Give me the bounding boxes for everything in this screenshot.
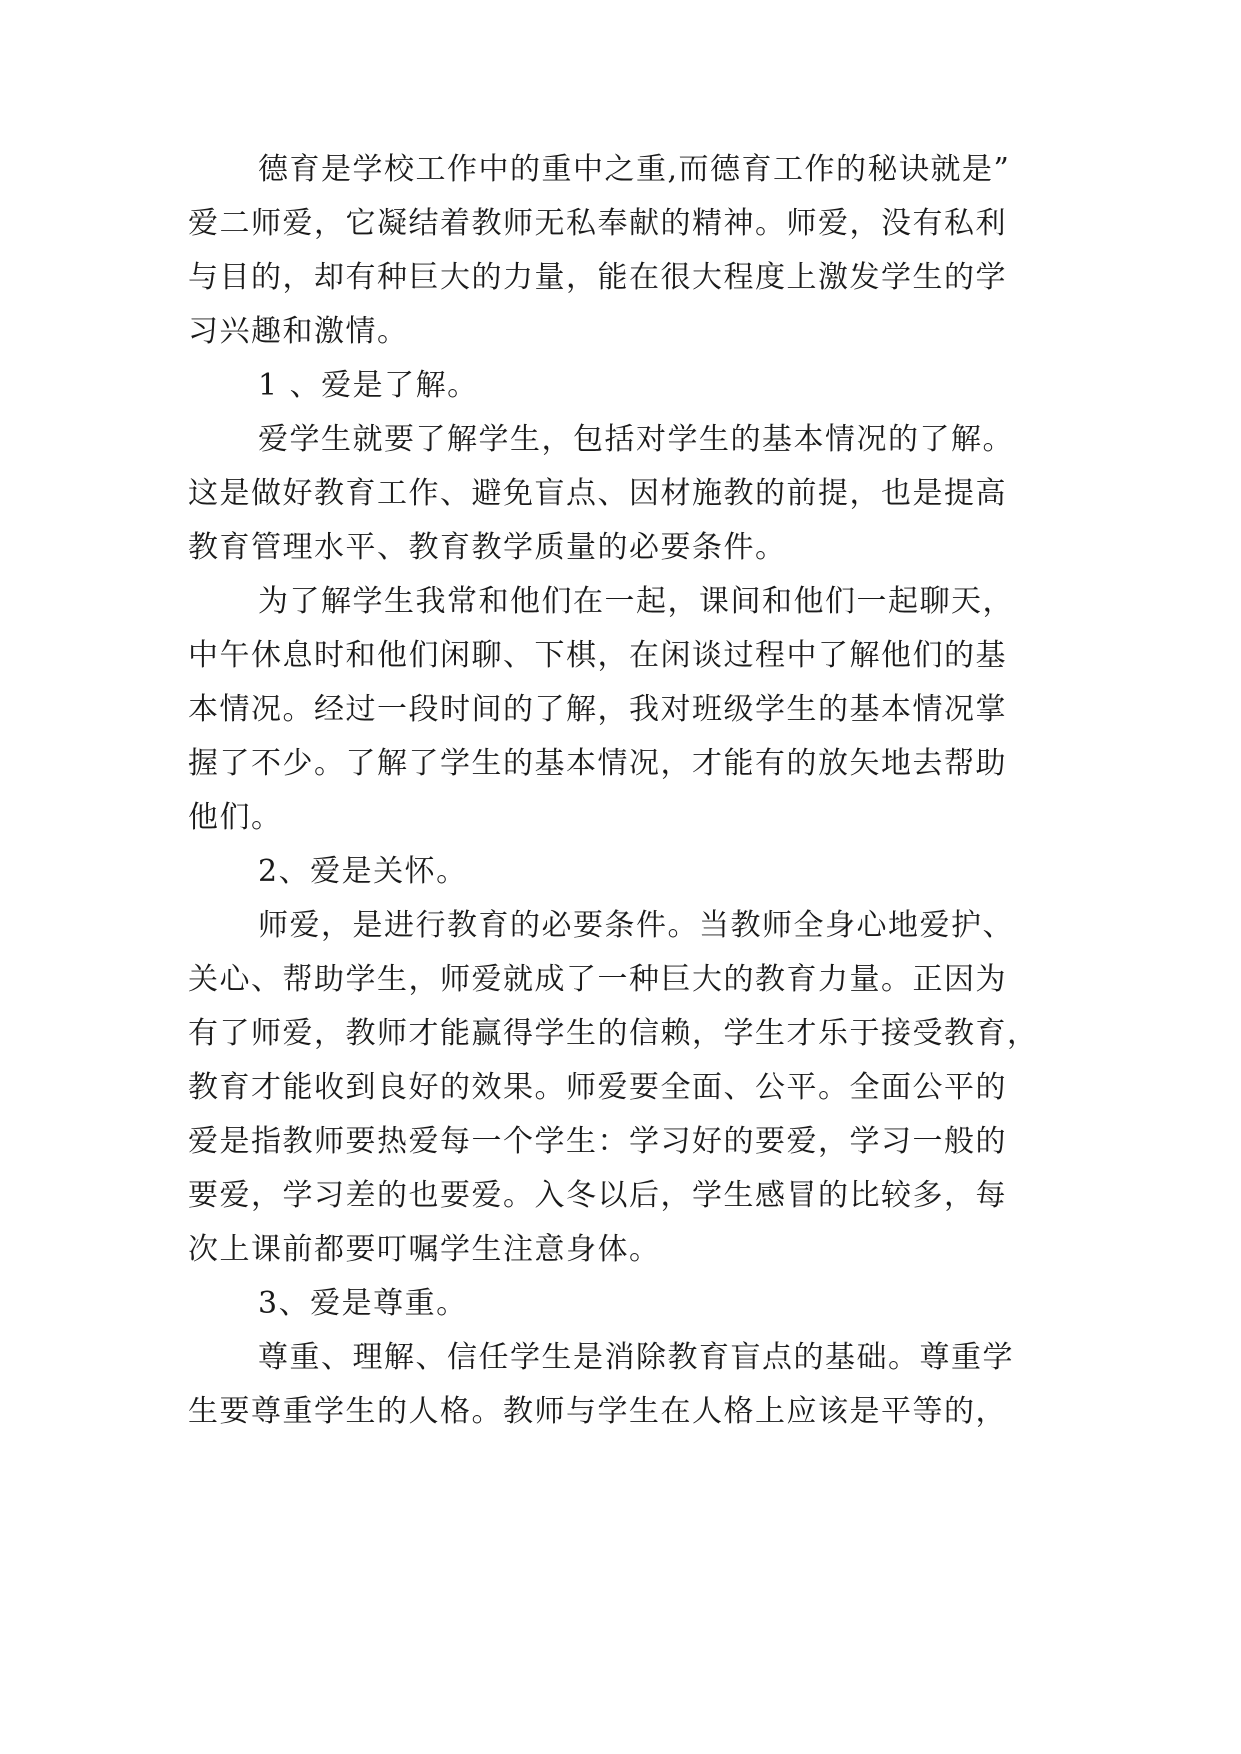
paragraph-3-line-5: 他们。 <box>188 800 283 835</box>
section-heading-2: 2、爱是关怀。 <box>258 854 468 889</box>
section-heading-1: 1 、爱是了解。 <box>258 368 479 403</box>
paragraph-1-line-3: 与目的，却有种巨大的力量，能在很大程度上激发学生的学 <box>188 260 1007 295</box>
paragraph-4-line-4: 教育才能收到良好的效果。师爱要全面、公平。全面公平的 <box>188 1070 1007 1105</box>
paragraph-1-line-2: 爱二师爱，它凝结着教师无私奉献的精神。师爱，没有私利 <box>188 206 1007 241</box>
paragraph-3-line-2: 中午休息时和他们闲聊、下棋，在闲谈过程中了解他们的基 <box>188 638 1007 673</box>
section-heading-3: 3、爱是尊重。 <box>258 1286 468 1321</box>
paragraph-2-line-2: 这是做好教育工作、避免盲点、因材施教的前提，也是提高 <box>188 476 1007 511</box>
paragraph-1-line-4: 习兴趣和激情。 <box>188 314 409 349</box>
paragraph-4-line-6: 要爱，学习差的也要爱。入冬以后，学生感冒的比较多，每 <box>188 1178 1007 1213</box>
paragraph-1-line-1: 德育是学校工作中的重中之重,而德育工作的秘诀就是” <box>258 152 1011 187</box>
paragraph-4-line-2: 关心、帮助学生，师爱就成了一种巨大的教育力量。正因为 <box>188 962 1007 997</box>
paragraph-4-line-7: 次上课前都要叮嘱学生注意身体。 <box>188 1232 661 1267</box>
paragraph-3-line-3: 本情况。经过一段时间的了解，我对班级学生的基本情况掌 <box>188 692 1007 727</box>
paragraph-4-line-3: 有了师爱，教师才能赢得学生的信赖，学生才乐于接受教育， <box>188 1016 1039 1051</box>
paragraph-2-line-3: 教育管理水平、教育教学质量的必要条件。 <box>188 530 787 565</box>
paragraph-3-line-1: 为了解学生我常和他们在一起，课间和他们一起聊天， <box>258 584 1014 619</box>
paragraph-3-line-4: 握了不少。了解了学生的基本情况，才能有的放矢地去帮助 <box>188 746 1007 781</box>
paragraph-2-line-1: 爱学生就要了解学生，包括对学生的基本情况的了解。 <box>258 422 1014 457</box>
paragraph-4-line-1: 师爱，是进行教育的必要条件。当教师全身心地爱护、 <box>258 908 1014 943</box>
paragraph-5-line-2: 生要尊重学生的人格。教师与学生在人格上应该是平等的， <box>188 1394 1007 1429</box>
paragraph-4-line-5: 爱是指教师要热爱每一个学生：学习好的要爱，学习一般的 <box>188 1124 1007 1159</box>
paragraph-5-line-1: 尊重、理解、信任学生是消除教育盲点的基础。尊重学 <box>258 1340 1014 1375</box>
